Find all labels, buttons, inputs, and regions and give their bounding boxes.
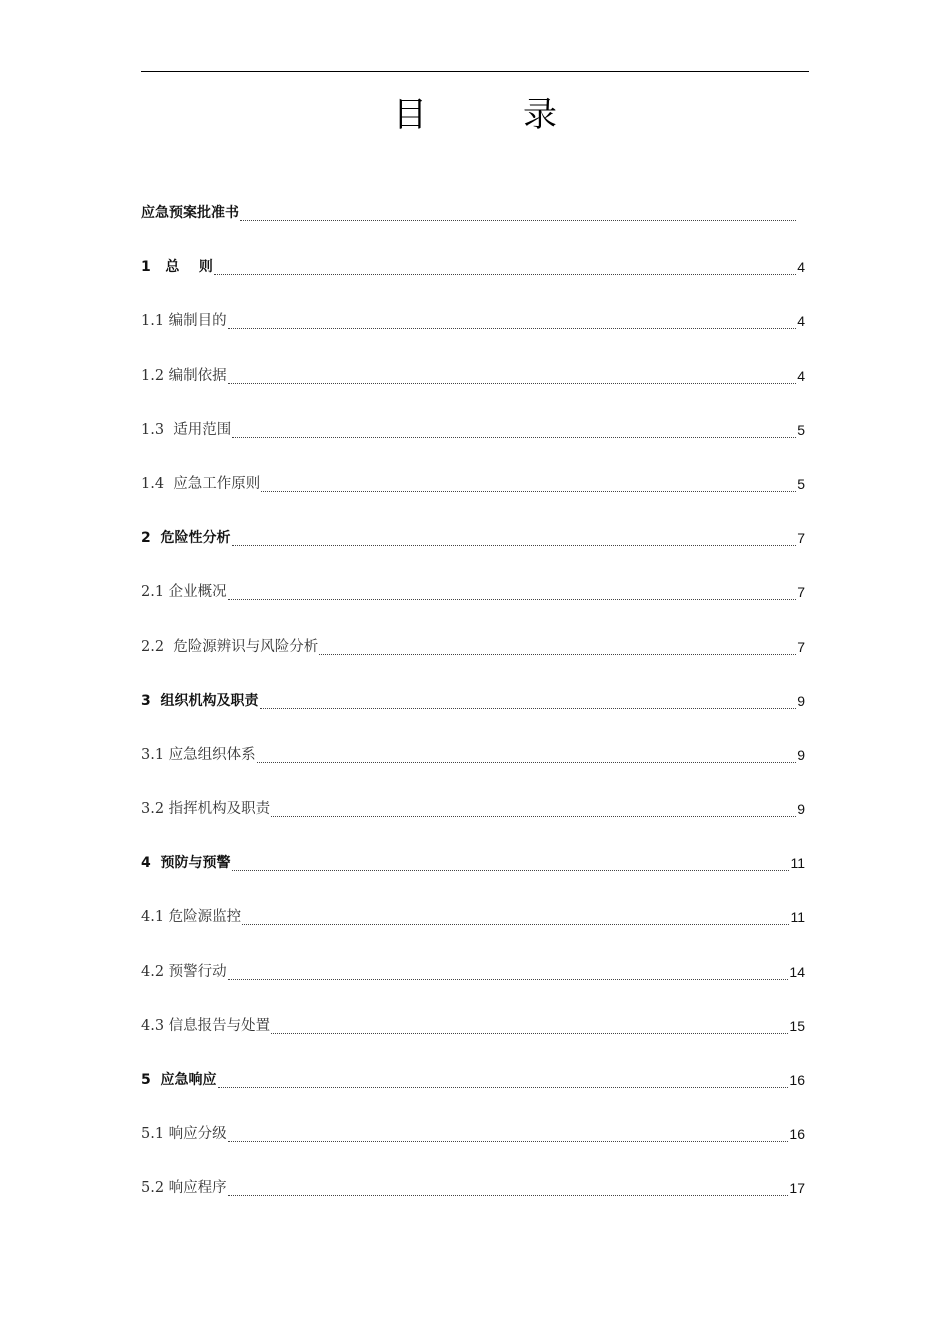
toc-entry-label: 1.1 编制目的 [141, 313, 227, 330]
toc-entry-label: 应急预案批准书 [141, 205, 239, 221]
toc-entry-page: 14 [789, 963, 805, 980]
toc-entry[interactable] [141, 253, 809, 307]
toc-dot-leader [319, 633, 796, 661]
toc-dot-leader [228, 1120, 789, 1148]
toc-entry-page: 16 [789, 1072, 805, 1088]
toc-dot-leader [232, 416, 796, 444]
toc-entry-label: 2.1 企业概况 [141, 584, 227, 601]
toc-entry[interactable] [141, 524, 809, 578]
toc-entry[interactable] [141, 633, 809, 687]
toc-entry[interactable] [141, 958, 809, 1012]
toc-dot-leader [242, 903, 789, 931]
toc-entry-page: 5 [797, 475, 805, 492]
toc-dot-leader [260, 687, 797, 715]
toc-entry[interactable] [141, 199, 809, 253]
toc-entry-page: 11 [790, 855, 805, 872]
toc-dot-leader [232, 849, 790, 877]
toc-entry-label: 1.3 适用范围 [141, 421, 232, 438]
toc-dot-leader [228, 1174, 789, 1202]
toc-entry-page: 7 [797, 530, 805, 547]
toc-dot-leader [228, 958, 789, 986]
toc-entry[interactable] [141, 741, 809, 795]
header-rule [141, 71, 809, 72]
toc-dot-leader [214, 253, 796, 281]
page-title [0, 86, 950, 136]
toc-entry[interactable] [141, 687, 809, 741]
toc-entry-label: 4.3 信息报告与处置 [141, 1017, 271, 1034]
toc-entry-label: 5.1 响应分级 [141, 1126, 227, 1143]
toc-entry-label: 1 总 则 [141, 259, 213, 276]
toc-entry-page: 9 [797, 801, 805, 818]
toc-entry-label: 2 危险性分析 [141, 530, 231, 547]
toc-dot-leader [228, 362, 796, 390]
toc-entry-label: 4.1 危险源监控 [141, 909, 242, 926]
toc-entry[interactable] [141, 849, 809, 903]
toc-dot-leader [261, 470, 796, 498]
toc-entry[interactable] [141, 578, 809, 632]
toc-dot-leader [228, 578, 796, 606]
toc-entry-label: 3.1 应急组织体系 [141, 746, 256, 763]
toc-entry[interactable] [141, 795, 809, 849]
toc-entry[interactable] [141, 416, 809, 470]
toc-entry-page: 7 [797, 638, 805, 655]
toc-entry-page: 16 [789, 1126, 805, 1143]
toc-entry-page: 9 [797, 746, 805, 763]
toc-entry-label: 3.2 指挥机构及职责 [141, 801, 271, 818]
table-of-contents [141, 199, 809, 1229]
toc-entry-page: 7 [797, 584, 805, 601]
toc-entry-page: 11 [790, 909, 805, 926]
toc-entry-label: 2.2 危险源辨识与风险分析 [141, 638, 319, 655]
toc-entry[interactable] [141, 1174, 809, 1228]
toc-entry[interactable] [141, 1120, 809, 1174]
toc-entry-label: 4 预防与预警 [141, 855, 231, 872]
toc-entry[interactable] [141, 307, 809, 361]
title-char-2: 录 [523, 94, 557, 135]
toc-entry-page: 4 [797, 259, 805, 276]
toc-entry[interactable] [141, 1066, 809, 1120]
toc-entry-page: 17 [789, 1180, 805, 1197]
toc-dot-leader [271, 795, 796, 823]
toc-entry-page: 4 [797, 367, 805, 384]
toc-entry-page: 15 [789, 1017, 805, 1034]
toc-entry-label: 5.2 响应程序 [141, 1180, 227, 1197]
toc-dot-leader [240, 199, 796, 227]
toc-entry-label: 1.4 应急工作原则 [141, 475, 261, 492]
toc-dot-leader [218, 1066, 789, 1094]
toc-entry-page: 5 [797, 421, 805, 438]
toc-entry-page: 9 [797, 692, 805, 709]
toc-dot-leader [228, 307, 796, 335]
toc-entry-label: 5 应急响应 [141, 1072, 217, 1088]
toc-entry-page: 4 [797, 313, 805, 330]
toc-entry[interactable] [141, 1012, 809, 1066]
title-char-1: 目 [393, 94, 427, 135]
toc-entry[interactable] [141, 903, 809, 957]
toc-dot-leader [257, 741, 796, 769]
toc-entry[interactable] [141, 470, 809, 524]
toc-dot-leader [232, 524, 797, 552]
toc-entry[interactable] [141, 362, 809, 416]
toc-entry-label: 4.2 预警行动 [141, 963, 227, 980]
toc-entry-label: 3 组织机构及职责 [141, 692, 259, 709]
toc-dot-leader [271, 1012, 788, 1040]
toc-entry-label: 1.2 编制依据 [141, 367, 227, 384]
